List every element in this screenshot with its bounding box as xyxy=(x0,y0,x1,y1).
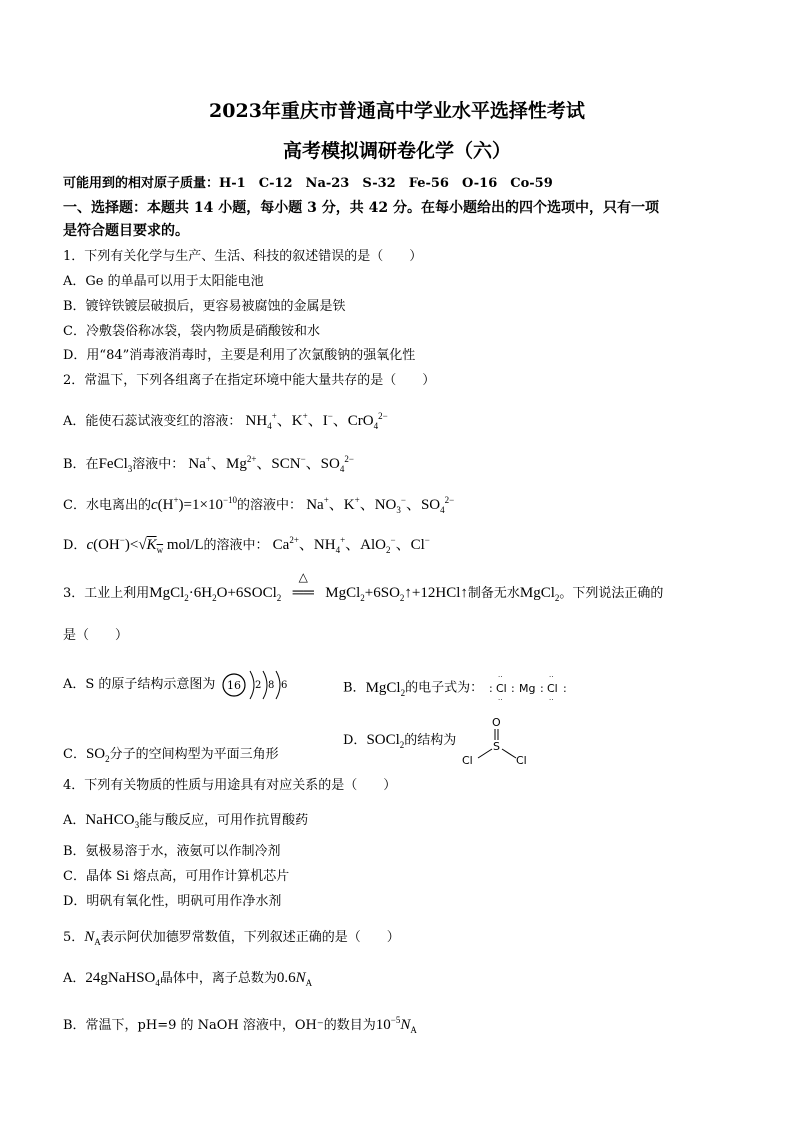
q2-option-c xyxy=(63,491,454,519)
q5-option-a xyxy=(63,969,312,992)
exam-subtitle: 高考模拟调研卷化学（六） xyxy=(282,140,511,162)
q5-a-value: $0.6N_A$ xyxy=(276,970,313,988)
q2-b-text: B．在 xyxy=(63,457,99,472)
svg-text:··: ·· xyxy=(498,696,503,704)
socl2-structure xyxy=(460,714,532,768)
svg-text:··: ·· xyxy=(498,673,503,681)
q3-option-b xyxy=(343,668,587,708)
atomic-mass-line: 可能用到的相对原子质量：H-1 C-12 Na-23 S-32 Fe-56 O-16 Co-59 xyxy=(63,176,553,191)
q2-stem: 2．常温下，下列各组离子在指定环境中能大量共存的是（ ） xyxy=(63,373,436,388)
q2-a-text: A．能使石蕊试液变红的溶液： xyxy=(63,414,242,429)
q3-b-formula: MgCl$_2$ xyxy=(365,679,406,698)
q3-d-mid: 的结构为 xyxy=(404,733,457,748)
svg-text:S: S xyxy=(493,739,501,753)
q3-stem-post: 制备无水 xyxy=(467,586,520,601)
q1-option-c: C．冷敷袋俗称冰袋，袋内物质是硝酸铵和水 xyxy=(63,324,320,339)
q2-d-mid: 的溶液中： xyxy=(203,538,269,553)
q5-na: $N_A$ xyxy=(84,929,101,947)
q5-stem: 5．$N_A$表示阿伏加德罗常数值，下列叙述正确的是（ ） xyxy=(63,929,400,947)
q2-b-mid: 溶液中： xyxy=(132,457,185,472)
q3-option-c xyxy=(63,745,279,768)
q1-option-a: A．Ge 的单晶可以用于太阳能电池 xyxy=(63,274,264,289)
q3-equation: $MgCl_2\cdot 6H_2O+6SOCl_2$ △ ══ $MgCl_2+6SO_2↑+12HCl↑$ xyxy=(149,570,468,603)
q2-b-ions: Na+、$Mg^{2+}$、SCN−、$SO_4^{2-}$ xyxy=(188,454,354,474)
q2-option-d xyxy=(63,531,430,559)
q3-b-mid: 的电子式为： xyxy=(405,680,484,696)
shell-3-label: 6 xyxy=(280,679,287,691)
q4-option-c: C．晶体 Si 熔点高，可用作计算机芯片 xyxy=(63,869,290,884)
svg-text:O: O xyxy=(492,715,502,729)
q3-stem-pre: 3．工业上利用 xyxy=(63,586,150,601)
q3-option-d xyxy=(343,712,532,768)
section-heading-line2: 是符合题目要求的。 xyxy=(63,223,189,239)
q1-stem: 1．下列有关化学与生产、生活、科技的叙述错误的是（ ） xyxy=(63,249,423,264)
q3-stem-line2: 是（ ） xyxy=(63,628,129,643)
q2-d-formula: $c(OH^-)<√K_w$ mol/L xyxy=(86,535,204,555)
q4-stem: 4．下列有关物质的性质与用途具有对应关系的是（ ） xyxy=(63,778,397,793)
q5-option-b xyxy=(63,1011,417,1039)
q3-a-text: A．S 的原子结构示意图为 xyxy=(63,677,216,692)
q2-a-ions: $NH_4^+$、K+、I−、CrO$_4^{2-}$ xyxy=(245,411,388,431)
q4-a-formula: NaHCO$_3$ xyxy=(85,812,140,830)
svg-text:Cl: Cl xyxy=(516,753,528,767)
q1-option-d: D．用“84”消毒液消毒时，主要是利用了次氯酸钠的强氧化性 xyxy=(63,348,416,363)
exam-title: 2023年重庆市普通高中学业水平选择性考试 xyxy=(209,100,585,122)
q2-option-a xyxy=(63,407,388,435)
svg-text:··: ·· xyxy=(549,673,554,681)
q3-mgcl2: MgCl$_2$ xyxy=(519,585,560,603)
mgcl2-electron-formula xyxy=(487,668,587,708)
q1-option-b: B．镀锌铁镀层破损后，更容易被腐蚀的金属是铁 xyxy=(63,299,346,314)
shell-1-label: 2 xyxy=(254,679,261,691)
nucleus-label: 16 xyxy=(226,678,241,692)
q5-b-value: $10^{-5}N_A$ xyxy=(375,1015,417,1035)
q2-d-text: D． xyxy=(63,538,87,553)
q5-a-text: A． xyxy=(63,971,86,986)
q2-c-text: C．水电离出的 xyxy=(63,498,151,513)
q3-d-formula: SOCl$_2$ xyxy=(366,732,405,750)
q4-option-b: B．氨极易溶于水，液氨可以作制冷剂 xyxy=(63,844,281,859)
q3-c-formula: $SO_2$ xyxy=(85,746,110,764)
svg-text:Mg: Mg xyxy=(519,682,536,695)
shell-2-label: 8 xyxy=(267,679,274,691)
section-heading-line1: 一、选择题：本题共 14 小题，每小题 3 分，共 42 分。在每小题给出的四个选项中，只有一项 xyxy=(63,200,659,216)
q3-c-text: C． xyxy=(63,747,86,762)
q2-d-ions: $Ca^{2+}$、$NH_4^+$、AlO$_2$−、Cl− xyxy=(272,535,430,555)
q2-b-formula: FeCl$_3$ xyxy=(98,456,133,474)
q2-c-formula: $c(H^+)=1\times 10^{-10}$ xyxy=(150,495,238,513)
q5-stem-text: 表示阿伏加德罗常数值，下列叙述正确的是（ ） xyxy=(100,930,400,945)
svg-text::: : xyxy=(511,682,515,695)
q4-a-mid: 能与酸反应，可用作抗胃酸药 xyxy=(139,813,309,828)
q3-d-text: D． xyxy=(343,733,367,748)
q5-a-mid: 晶体中，离子总数为 xyxy=(159,971,277,986)
q3-option-a xyxy=(63,660,290,710)
q4-option-a xyxy=(63,811,308,834)
svg-text::: : xyxy=(489,682,493,695)
q2-c-mid: 的溶液中： xyxy=(237,498,303,513)
svg-text::: : xyxy=(563,682,567,695)
q2-c-ions: Na+、K+、$NO_3^-$、$SO_4^{2-}$ xyxy=(306,495,455,515)
svg-text:Cl: Cl xyxy=(547,682,558,695)
q3-c-mid: 分子的空间构型为平面三角形 xyxy=(109,747,279,762)
q4-a-text: A． xyxy=(63,813,86,828)
q4-option-d: D．明矾有氧化性，明矾可用作净水剂 xyxy=(63,894,282,909)
sulfur-atom-diagram xyxy=(220,663,290,707)
svg-text:··: ·· xyxy=(549,696,554,704)
q3-stem-end: 。下列说法正确的 xyxy=(559,586,664,601)
q3-b-text: B． xyxy=(343,680,366,696)
svg-text:Cl: Cl xyxy=(496,682,507,695)
q3-stem xyxy=(63,570,664,607)
q2-option-b xyxy=(63,450,354,478)
svg-text:Cl: Cl xyxy=(462,753,474,767)
q5-b-text: B．常温下，pH=9 的 NaOH 溶液中，OH⁻的数目为 xyxy=(63,1018,376,1033)
q5-a-formula: 24gNaHSO$_4$ xyxy=(85,970,160,988)
svg-text::: : xyxy=(540,682,544,695)
